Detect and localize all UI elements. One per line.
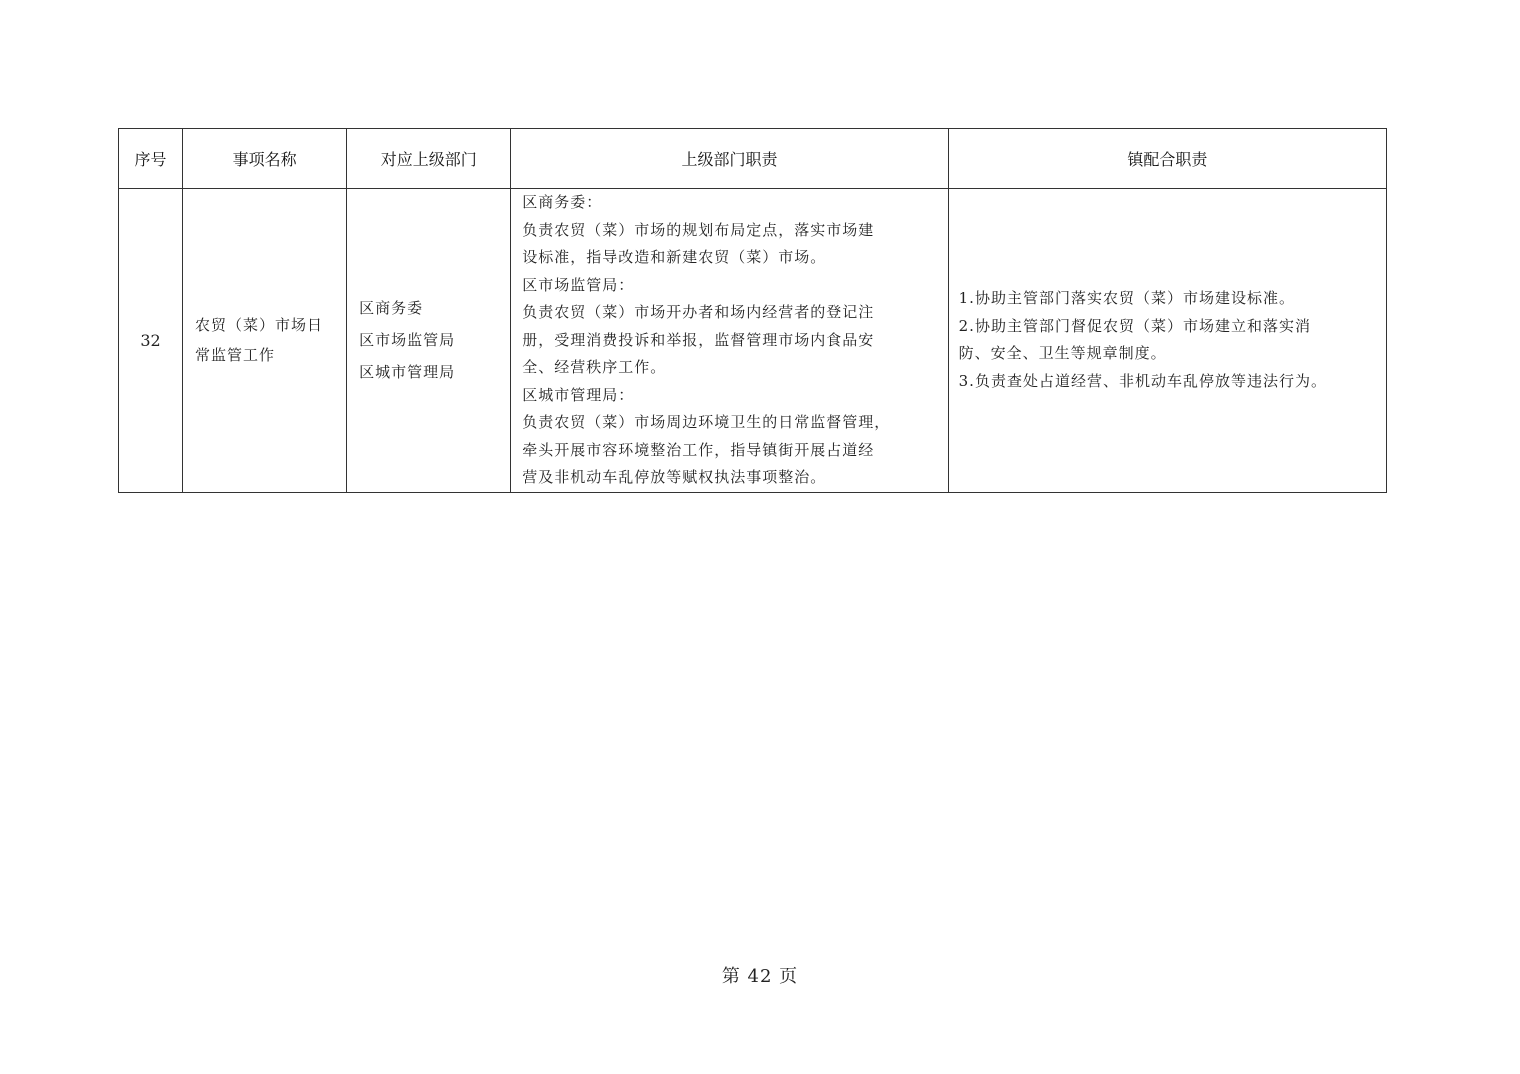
duty-line: 区城市管理局： bbox=[522, 385, 635, 404]
cell-departments bbox=[347, 189, 511, 493]
duty-line: 负责农贸（菜）市场的规划布局定点，落实市场建 bbox=[522, 220, 875, 239]
duty-line: 设标准，指导改造和新建农贸（菜）市场。 bbox=[522, 248, 827, 266]
header-serial-number: 序号 bbox=[119, 129, 183, 189]
header-town-cooperation-duties: 镇配合职责 bbox=[948, 129, 1386, 189]
cell-item-name bbox=[183, 189, 347, 493]
duty-line: 全、经营秩序工作。 bbox=[522, 358, 667, 376]
header-item-name: 事项名称 bbox=[183, 129, 347, 189]
department-item: 区城市管理局 bbox=[359, 363, 456, 382]
table-header-row bbox=[119, 129, 1387, 189]
header-superior-department: 对应上级部门 bbox=[347, 129, 511, 189]
coop-line: 防、安全、卫生等规章制度。 bbox=[958, 344, 1167, 363]
cell-town-cooperation-duties bbox=[948, 189, 1386, 493]
duty-line: 负责农贸（菜）市场开办者和场内经营者的登记注 bbox=[522, 303, 875, 321]
header-superior-duties: 上级部门职责 bbox=[511, 129, 948, 189]
item-name-line: 农贸（菜）市场日 bbox=[195, 316, 324, 335]
page-number: 第 42 页 bbox=[721, 966, 799, 987]
table-row bbox=[119, 189, 1387, 493]
department-item: 区商务委 bbox=[359, 299, 424, 318]
duty-line: 牵头开展市容环境整治工作，指导镇街开展占道经 bbox=[522, 440, 875, 459]
coop-line: 2.协助主管部门督促农贸（菜）市场建立和落实消 bbox=[958, 316, 1311, 335]
duty-line: 册，受理消费投诉和举报，监督管理市场内食品安 bbox=[522, 330, 875, 349]
item-name-line: 常监管工作 bbox=[195, 346, 276, 365]
cell-superior-duties bbox=[511, 189, 948, 493]
duty-line: 区市场监管局： bbox=[522, 275, 635, 294]
department-item: 区市场监管局 bbox=[359, 331, 456, 350]
duty-line: 区商务委： bbox=[522, 193, 603, 211]
coop-line: 1.协助主管部门落实农贸（菜）市场建设标准。 bbox=[958, 289, 1295, 308]
responsibility-table bbox=[118, 128, 1387, 493]
cell-serial-number: 32 bbox=[119, 189, 183, 493]
duty-line: 负责农贸（菜）市场周边环境卫生的日常监督管理， bbox=[522, 413, 891, 431]
duty-line: 营及非机动车乱停放等赋权执法事项整治。 bbox=[522, 468, 827, 486]
coop-line: 3.负责查处占道经营、非机动车乱停放等违法行为。 bbox=[958, 371, 1327, 390]
